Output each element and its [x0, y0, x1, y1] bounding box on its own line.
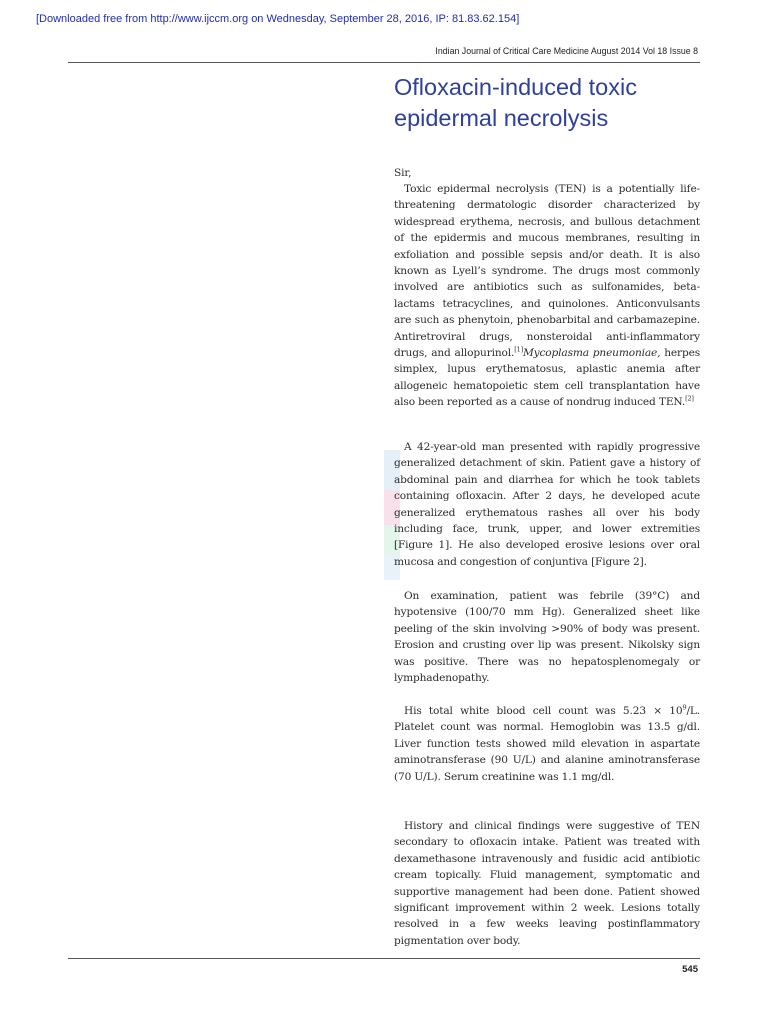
- journal-header: Indian Journal of Critical Care Medicine August 2014 Vol 18 Issue 8: [435, 46, 698, 56]
- footer-rule: [68, 958, 700, 959]
- intro-text-b: herpes simplex, lupus erythematosus, aplastic anemia after allogeneic hematopoietic stem cell transplantation have also been reported as a cause of nondrug induced TEN.: [394, 347, 701, 409]
- intro-text-a: Toxic epidermal necrolysis (TEN) is a potentially life-threatening dermatologic disorder characterized by widespread erythema, necrosis, and bullous detachment of the epidermis and mucous membranes, resulting in exfoliation and possible sepsis and/or death. It is also known as Lyell’s syndrome. The drugs most commonly involved are antibiotics such as sulfonamides, beta-lactams tetracyclines, and quinolones. Anticonvulsants are such as phenytoin, phenobarbital and carbamazepine. Antiretroviral drugs, nonsteroidal anti-inflammatory drugs, and allopurinol.: [394, 183, 700, 360]
- labs-exponent: 9: [682, 703, 687, 712]
- reference-1[interactable]: [1]: [514, 345, 523, 354]
- paragraph-examination-text: On examination, patient was febrile (39°C) and hypotensive (100/70 mm Hg). Generalized sheet like peeling of the skin involving >90% of body was present. Erosion and crusting over lip was present. Nikolsky sign was positive. There was no hepatosplenomegaly or lymphadenopathy.: [394, 590, 700, 685]
- labs-text-a: His total white blood cell count was 5.23 × 10: [404, 705, 683, 717]
- paragraph-labs-text: [394, 703, 700, 785]
- paragraph-labs: [394, 703, 700, 785]
- intro-italic-organism: Mycoplasma pneumoniae,: [522, 347, 661, 360]
- salutation: [394, 165, 700, 181]
- header-rule: [68, 62, 700, 63]
- paragraph-case-text: A 42-year-old man presented with rapidly progressive generalized detachment of skin. Patient gave a history of abdominal pain and diarrhea for which he took tablets containing ofloxacin. After 2 days, he developed acute generalized erythematous rashes all over his body including face, trunk, upper, and lower extremities [Figure 1]. He also developed erosive lesions over oral mucosa and congestion of conjuntiva [Figure 2].: [394, 441, 700, 568]
- article-title: Ofloxacin-induced toxic epidermal necrolysis: [394, 74, 637, 131]
- paragraph-treatment: [394, 818, 700, 949]
- salutation-text: Sir,: [394, 167, 412, 179]
- paragraph-treatment-text: History and clinical findings were suggestive of TEN secondary to ofloxacin intake. Patient was treated with dexamethasone intravenously and fusidic acid antibiotic cream topically. Fluid management, symptomatic and supportive management had been done. Patient showed significant improvement within 2 week. Lesions totally resolved in a few weeks leaving postinflammatory pigmentation over body.: [394, 820, 700, 947]
- paragraph-case: [394, 439, 700, 570]
- paragraph-examination: [394, 588, 700, 686]
- paragraph-intro-text: [394, 181, 700, 411]
- paragraph-intro: [394, 181, 700, 411]
- labs-text-b: /L. Platelet count was normal. Hemoglobin was 13.5 g/dl. Liver function tests showed mild elevation in aspartate aminotransferase (90 U/L) and alanine aminotransferase (70 U/L). Serum creatinine was 1.1 mg/dl.: [394, 705, 700, 783]
- reference-2[interactable]: [2]: [685, 394, 694, 403]
- page-number: 545: [682, 964, 698, 975]
- download-notice[interactable]: [Downloaded free from http://www.ijccm.org on Wednesday, September 28, 2016, IP: 81.83.62.154]: [36, 13, 520, 25]
